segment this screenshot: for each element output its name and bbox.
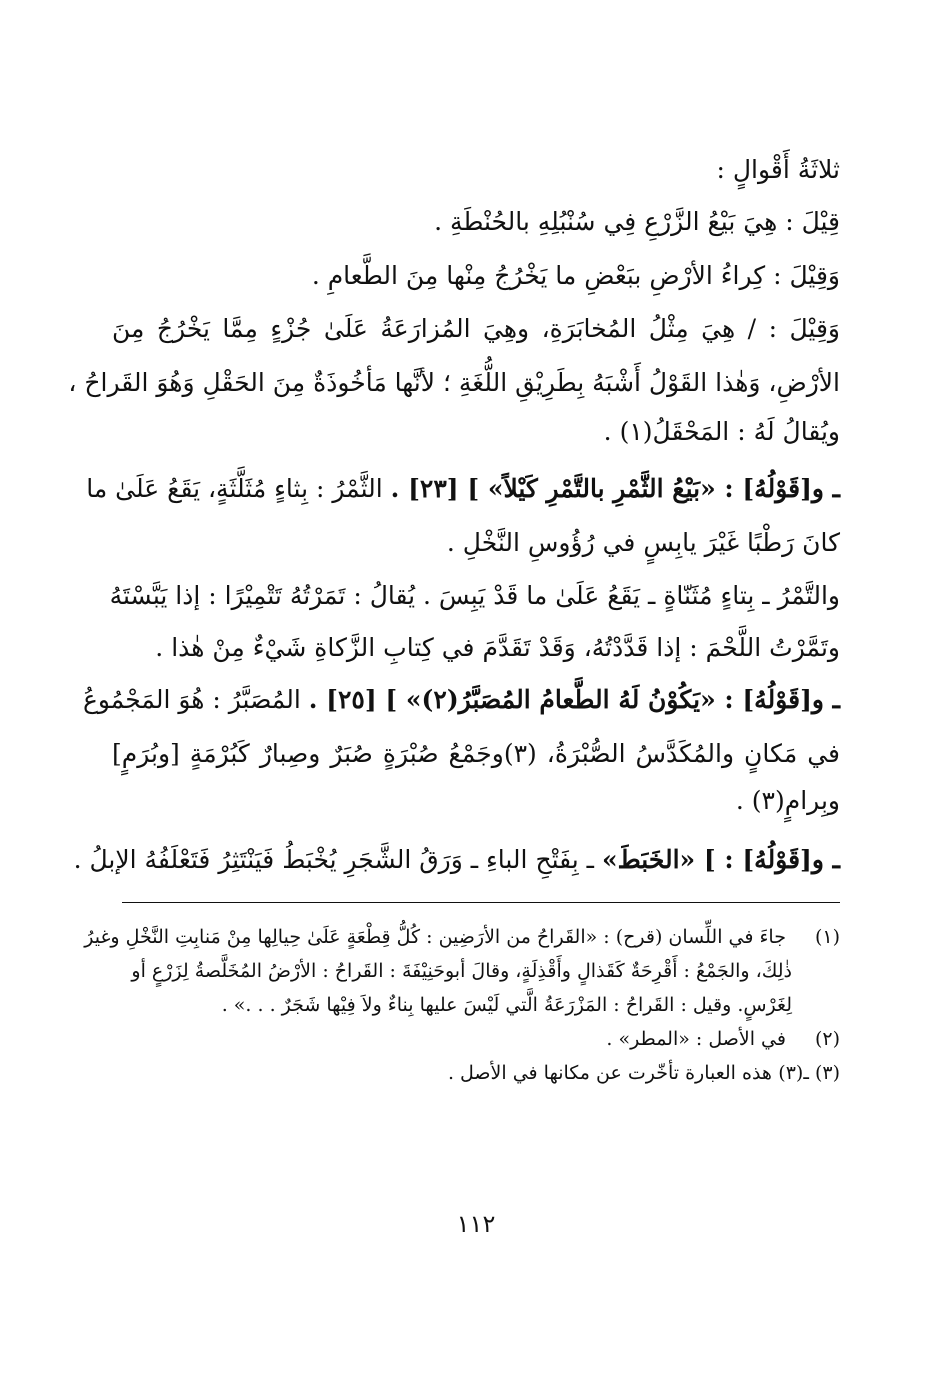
text-line: وَقِيْلَ : كِراءُ الأرْضِ ببَعْضِ ما يَخْرُجُ مِنْها مِنَ الطَّعامِ . xyxy=(311,261,840,290)
page-number: ١١٢ xyxy=(456,1210,496,1238)
footnote-text: في الأصل : «المطر» . xyxy=(606,1028,786,1050)
footnote-text: هذه العبارة تأخّرت عن مكانها في الأصل . xyxy=(447,1062,772,1084)
text-line: في مَكانٍ والمُكَدَّسُ الصُّبْرَةُ، (٣)وجَمْعُ صُبْرَةٍ صُبَرٌ وصِبارٌ كَبُرْمَةٍ [وبُرَمٍ] xyxy=(112,739,840,768)
text-line xyxy=(73,840,840,880)
entry-heading: ـ و[قَوْلُهُ] : «يَكُوْنُ لَهُ الطَّعامُ المُصَبَّرُ(٢)» ] [٢٥] . xyxy=(308,685,840,714)
footnote-line: لِغَرْسٍ. وقيل : القَراحُ : المَزْرَعَةُ الَّتي لَيْسَ عليها بِناءٌ ولاَ فِيْها شَجَرٌ . . .» . xyxy=(221,994,792,1016)
footnote-line: ذٰلِكَ، والجَمْعُ : أَقْرِحَةٌ كَقَذالٍ وأَقْذِلَةٍ، وقالَ أبوحَنِيْفَةَ : القَراحُ : الأرْضُ المُخَلَّصةُ لِزَرْعٍ أو xyxy=(131,960,792,982)
footnote-number: (١) xyxy=(814,926,840,948)
text-line: ويُقالُ لَهُ : المَحْقَلُ(١) . xyxy=(603,417,840,446)
text-line: قِيْلَ : هِيَ بَيْعُ الزَّرْعِ فِي سُنْبُلِهِ بالحُنْطَةِ . xyxy=(434,207,840,236)
text-line xyxy=(82,680,840,720)
entry-text: المُصَبَّرُ : هُوَ المَجْمُوعُ xyxy=(82,685,301,714)
text-line: كانَ رَطْبًا غَيْرَ يابِسٍ في رُؤُوسِ النَّخْلِ . xyxy=(446,528,840,557)
footnote-separator xyxy=(122,902,840,903)
text-line xyxy=(86,469,840,509)
footnote-line xyxy=(112,1058,840,1088)
footnote-line xyxy=(84,922,840,952)
entry-heading: ـ و[قَوْلُهُ] : «بَيْعُ الثَّمْرِ بالتَّمْرِ كَيْلاً» ] [٢٣] . xyxy=(390,474,840,503)
text-line: وَقِيْلَ : / هِيَ مِثْلُ المُخابَرَةِ، وهِيَ المُزارَعَةُ عَلَىٰ جُزْءٍ مِمَّا يَخْرُجُ مِنَ xyxy=(112,314,840,343)
entry-text: ـ بِفَتْحِ الباءِ ـ وَرَقُ الشَّجَرِ يُخْبَطُ فَيَنْتَثِرُ فَتَعْلَفُهُ الإبلُ . xyxy=(73,845,594,874)
entry-heading: ـ و[قَوْلُهُ] : ] «الخَبَطَ» xyxy=(601,845,840,874)
footnote-line xyxy=(112,1024,840,1054)
text-line: الأرْضِ، وَهٰذا القَوْلُ أَشْبَهُ بِطَرِيْقِ اللُّغَةِ ؛ لأنَّها مَأخُوذَةٌ مِنَ الحَقْلِ وَهُوَ القَراحُ ، xyxy=(68,368,840,397)
text-line: والتَّمْرُ ـ بِتاءٍ مُثَنّاةٍ ـ يَقَعُ عَلَىٰ ما قَدْ يَبِسَ . يُقالُ : تَمَرْتُهُ تَتْمِيْرًا : إذا يَبَّسْتَهُ xyxy=(109,581,840,610)
text-line: وبِرامٍ(٣) . xyxy=(735,786,840,815)
footnote-text: جاءَ في اللِّسان (قرح) : «القَراحُ من الأرَضِين : كُلُّ قِطْعَةٍ عَلَىٰ حِيالِها مِنْ مَنابِتِ النَّخْلِ وغيرُ xyxy=(84,926,786,948)
footnote-number: (٢) xyxy=(814,1028,840,1050)
entry-text: الثَّمْرُ : بِثاءٍ مُثَلَّثَةٍ، يَقَعُ عَلَىٰ ما xyxy=(86,474,383,503)
text-line: ثلاثَةُ أَقْوالٍ : xyxy=(716,155,840,184)
footnote-number: (٣) ـ(٣) xyxy=(778,1062,840,1084)
text-line: وتَمَّرْتُ اللَّحْمَ : إذا قَدَّدْتُهُ، وَقَدْ تَقَدَّمَ في كِتابِ الزَّكاةِ شَيْءٌ مِنْ هٰذا . xyxy=(155,633,840,662)
